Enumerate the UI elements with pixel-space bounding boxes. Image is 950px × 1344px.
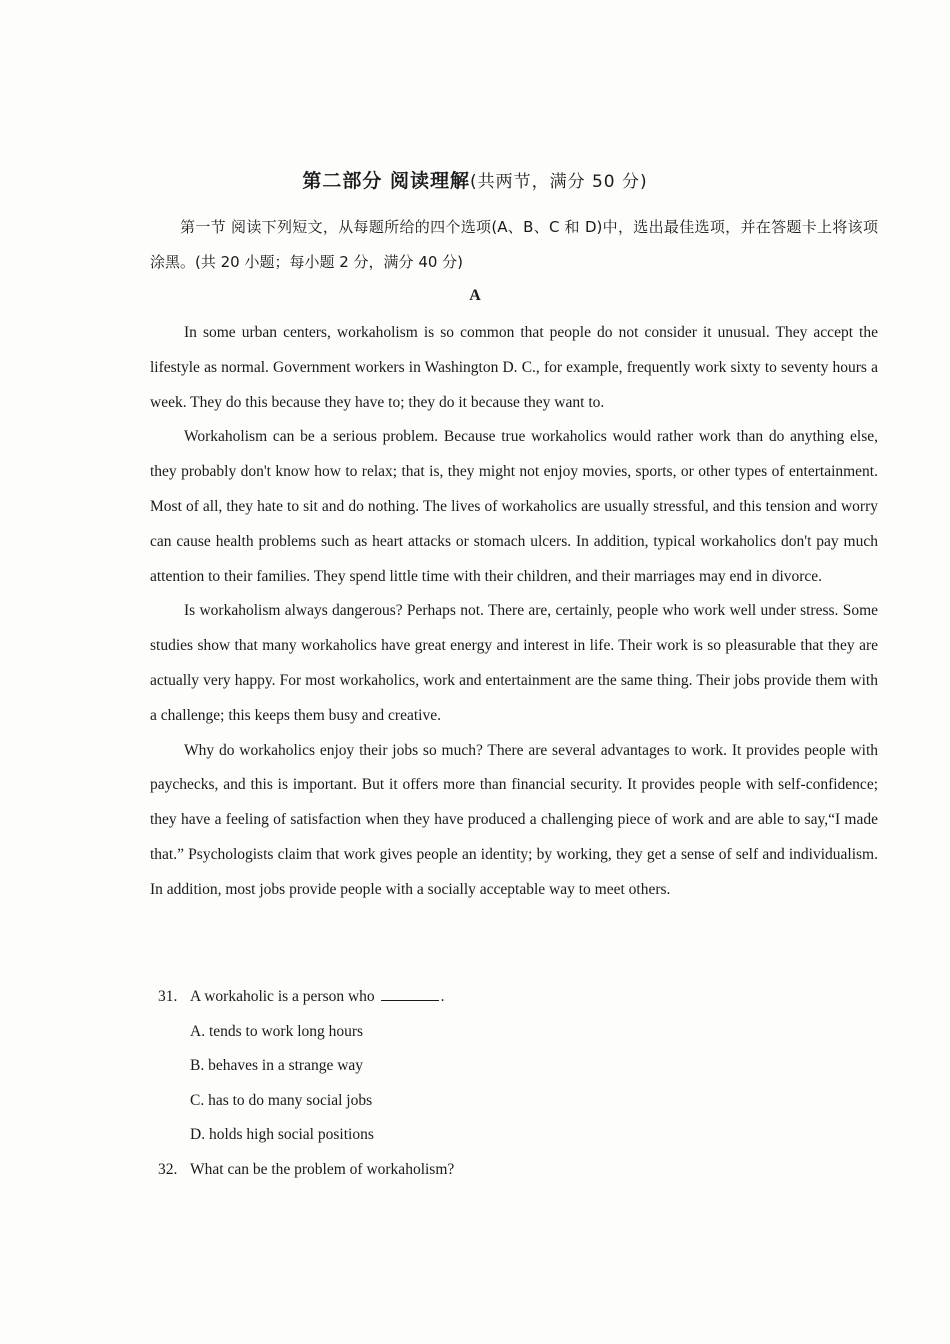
question-32 (158, 1153, 858, 1188)
question-text (190, 980, 444, 1015)
passage (150, 316, 878, 908)
question-number: 31. (158, 988, 178, 1005)
section-title-main: 第二部分 阅读理解 (302, 170, 470, 192)
instructions: 第一节 阅读下列短文，从每题所给的四个选项(A、B、C 和 D)中，选出最佳选项，并在答题卡上将该项涂黑。(共 20 小题；每小题 2 分，满分 40 分) (150, 218, 878, 271)
passage-paragraph-2: Workaholism can be a serious problem. Because true workaholics would rather work than do anything else, they probably don't know how to relax; that is, they might not enjoy movies, sports, or other types of entertainment. Most of all, they hate to sit and do nothing. The lives of workaholics are usually stressful, and this tension and worry can cause health problems such as heart attacks or stomach ulcers. In addition, typical workaholics don't pay much attention to their families. They spend little time with their children, and their marriages may end in divorce. (150, 428, 878, 585)
question-31 (158, 980, 858, 1153)
question-text-end: . (440, 988, 445, 1005)
question-number: 32. (158, 1160, 178, 1178)
option-b: B. behaves in a strange way (190, 1057, 364, 1075)
option-c: C. has to do many social jobs (190, 1091, 373, 1109)
section-title-score: (共两节，满分 50 分) (469, 172, 648, 192)
question-text-body: A workaholic is a person who (190, 988, 375, 1005)
passage-paragraph-1: In some urban centers, workaholism is so common that people do not consider it unusual. They accept the lifestyle as normal. Government workers in Washington D. C., for example, frequently work sixty to seventy hours a week. They do this because they have to; they do it because they want to. (150, 324, 878, 411)
passage-paragraph-3: Is workaholism always dangerous? Perhaps not. There are, certainly, people who work well under stress. Some studies show that many workaholics have great energy and interest in life. Their work is so pleasurable that they are actually very happy. For most workaholics, work and entertainment are the same thing. Their jobs provide them with a challenge; this keeps them busy and creative. (150, 602, 878, 724)
passage-paragraph-4: Why do workaholics enjoy their jobs so much? There are several advantages to work. It provides people with paychecks, and this is important. But it offers more than financial security. It provides people with self-confidence; they have a feeling of satisfaction when they have produced a challenging piece of work and are able to say,“I made that.” Psychologists claim that work gives people an identity; by working, they get a sense of self and individualism. In addition, most jobs provide people with a socially acceptable way to meet others. (150, 741, 878, 898)
question-text: What can be the problem of workaholism? (190, 1160, 455, 1178)
option-a: A. tends to work long hours (190, 1022, 364, 1040)
questions (158, 980, 858, 1188)
answer-blank (381, 986, 439, 1001)
option-d: D. holds high social positions (190, 1126, 374, 1144)
question-stem (158, 1153, 858, 1188)
section-title (0, 166, 950, 193)
question-stem (158, 980, 858, 1015)
passage-label: A (469, 287, 481, 304)
